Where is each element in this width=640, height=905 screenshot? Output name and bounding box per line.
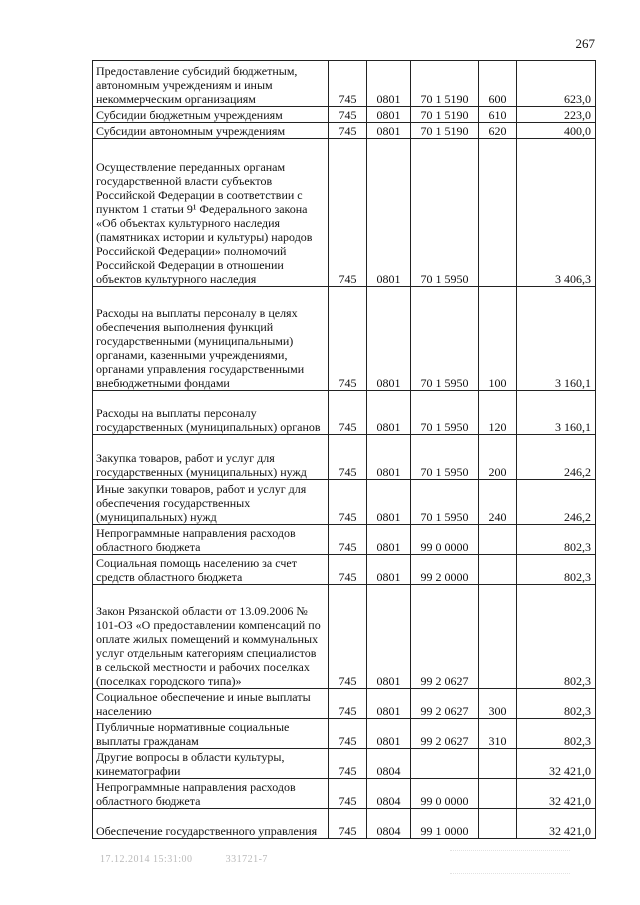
footer-stamp-text — [100, 854, 298, 865]
row-ved: 745 — [329, 779, 367, 809]
row-ved: 745 — [329, 555, 367, 585]
row-vr: 610 — [479, 107, 517, 123]
row-vr — [479, 525, 517, 555]
row-name: Социальное обеспечение и иные выплаты населению — [93, 689, 329, 719]
row-cs: 99 2 0627 — [411, 719, 479, 749]
table-row — [93, 555, 596, 585]
table-row — [93, 719, 596, 749]
row-name: Предоставление субсидий бюджетным, автономным учреждениям и иным некоммерческим организациям — [93, 61, 329, 107]
table-row — [93, 107, 596, 123]
table-row — [93, 61, 596, 107]
row-amount: 802,3 — [517, 689, 596, 719]
table-row — [93, 480, 596, 525]
row-cs: 70 1 5950 — [411, 287, 479, 391]
row-vr: 120 — [479, 391, 517, 435]
row-vr — [479, 139, 517, 287]
row-name: Другие вопросы в области культуры, кинематографии — [93, 749, 329, 779]
row-amount: 223,0 — [517, 107, 596, 123]
row-ved: 745 — [329, 391, 367, 435]
row-cs: 70 1 5190 — [411, 123, 479, 139]
row-ved: 745 — [329, 107, 367, 123]
row-cs: 99 2 0627 — [411, 585, 479, 689]
row-rz: 0801 — [367, 123, 411, 139]
row-amount: 246,2 — [517, 435, 596, 480]
row-amount: 32 421,0 — [517, 749, 596, 779]
row-rz: 0804 — [367, 809, 411, 839]
row-rz: 0801 — [367, 107, 411, 123]
row-amount: 3 406,3 — [517, 139, 596, 287]
row-vr: 200 — [479, 435, 517, 480]
table-row — [93, 391, 596, 435]
table-row — [93, 525, 596, 555]
row-ved: 745 — [329, 123, 367, 139]
row-vr — [479, 809, 517, 839]
row-cs: 99 2 0000 — [411, 555, 479, 585]
table-row — [93, 809, 596, 839]
row-amount: 623,0 — [517, 61, 596, 107]
table-row — [93, 139, 596, 287]
table-row — [93, 585, 596, 689]
row-cs: 99 1 0000 — [411, 809, 479, 839]
row-ved: 745 — [329, 749, 367, 779]
row-vr — [479, 779, 517, 809]
row-name: Осуществление переданных органам государственной власти субъектов Российской Федерации в соответствии с пунктом 1 статьи 9¹ Федерального закона «Об объектах культурного наследия (памятниках истории и культуры) народов Российской Федерации» полномочий Российской Федерации в отношении объектов культурного наследия — [93, 139, 329, 287]
row-ved: 745 — [329, 435, 367, 480]
row-amount: 246,2 — [517, 480, 596, 525]
row-vr: 100 — [479, 287, 517, 391]
row-amount: 802,3 — [517, 555, 596, 585]
row-vr — [479, 749, 517, 779]
row-name: Расходы на выплаты персоналу государственных (муниципальных) органов — [93, 391, 329, 435]
row-cs — [411, 749, 479, 779]
table-row — [93, 123, 596, 139]
row-cs: 99 0 0000 — [411, 525, 479, 555]
row-amount: 3 160,1 — [517, 287, 596, 391]
row-name: Непрограммные направления расходов областного бюджета — [93, 525, 329, 555]
table-row — [93, 287, 596, 391]
page-number: 267 — [575, 36, 595, 51]
row-name: Иные закупки товаров, работ и услуг для обеспечения государственных (муниципальных) нужд — [93, 480, 329, 525]
row-vr: 240 — [479, 480, 517, 525]
row-ved: 745 — [329, 719, 367, 749]
row-rz: 0801 — [367, 480, 411, 525]
row-vr: 310 — [479, 719, 517, 749]
row-name: Закупка товаров, работ и услуг для государственных (муниципальных) нужд — [93, 435, 329, 480]
row-cs: 70 1 5950 — [411, 139, 479, 287]
row-name: Субсидии автономным учреждениям — [93, 123, 329, 139]
row-name: Закон Рязанской области от 13.09.2006 № 101-ОЗ «О предоставлении компенсаций по оплате жилых помещений и коммунальных услуг отдельным категориям специалистов в сельской местности и рабочих поселках (поселках городского типа)» — [93, 585, 329, 689]
row-ved: 745 — [329, 689, 367, 719]
row-name: Обеспечение государственного управления — [93, 809, 329, 839]
row-ved: 745 — [329, 585, 367, 689]
row-rz: 0801 — [367, 719, 411, 749]
row-ved: 745 — [329, 525, 367, 555]
row-name: Социальная помощь населению за счет средств областного бюджета — [93, 555, 329, 585]
row-amount: 802,3 — [517, 525, 596, 555]
row-amount: 32 421,0 — [517, 779, 596, 809]
row-rz: 0801 — [367, 435, 411, 480]
row-rz: 0801 — [367, 391, 411, 435]
row-vr — [479, 555, 517, 585]
row-rz: 0801 — [367, 139, 411, 287]
row-cs: 99 2 0627 — [411, 689, 479, 719]
row-name: Субсидии бюджетным учреждениям — [93, 107, 329, 123]
row-cs: 70 1 5190 — [411, 107, 479, 123]
row-ved: 745 — [329, 139, 367, 287]
row-rz: 0801 — [367, 525, 411, 555]
row-cs: 99 0 0000 — [411, 779, 479, 809]
row-rz: 0801 — [367, 287, 411, 391]
row-ved: 745 — [329, 287, 367, 391]
row-ved: 745 — [329, 61, 367, 107]
row-cs: 70 1 5950 — [411, 435, 479, 480]
row-rz: 0801 — [367, 585, 411, 689]
row-name: Публичные нормативные социальные выплаты гражданам — [93, 719, 329, 749]
row-ved: 745 — [329, 809, 367, 839]
row-vr: 620 — [479, 123, 517, 139]
footer-timestamp: 17.12.2014 15:31:00 — [100, 854, 193, 865]
row-rz: 0801 — [367, 555, 411, 585]
row-cs: 70 1 5950 — [411, 391, 479, 435]
row-amount: 32 421,0 — [517, 809, 596, 839]
faint-stamp-mark — [450, 850, 570, 874]
row-amount: 400,0 — [517, 123, 596, 139]
row-rz: 0804 — [367, 779, 411, 809]
footer-doc-id: 331721-7 — [225, 854, 268, 865]
table-row — [93, 689, 596, 719]
row-amount: 802,3 — [517, 719, 596, 749]
row-name: Расходы на выплаты персоналу в целях обеспечения выполнения функций государственными (муниципальными) органами, казенными учреждениями, органами управления государственными внебюджетными фондами — [93, 287, 329, 391]
table-row — [93, 779, 596, 809]
row-rz: 0801 — [367, 689, 411, 719]
row-cs: 70 1 5950 — [411, 480, 479, 525]
budget-table — [92, 60, 596, 839]
row-vr — [479, 585, 517, 689]
table-row — [93, 435, 596, 480]
row-name: Непрограммные направления расходов областного бюджета — [93, 779, 329, 809]
row-rz: 0804 — [367, 749, 411, 779]
row-amount: 802,3 — [517, 585, 596, 689]
row-vr: 300 — [479, 689, 517, 719]
table-row — [93, 749, 596, 779]
row-amount: 3 160,1 — [517, 391, 596, 435]
row-cs: 70 1 5190 — [411, 61, 479, 107]
row-rz: 0801 — [367, 61, 411, 107]
row-ved: 745 — [329, 480, 367, 525]
row-vr: 600 — [479, 61, 517, 107]
